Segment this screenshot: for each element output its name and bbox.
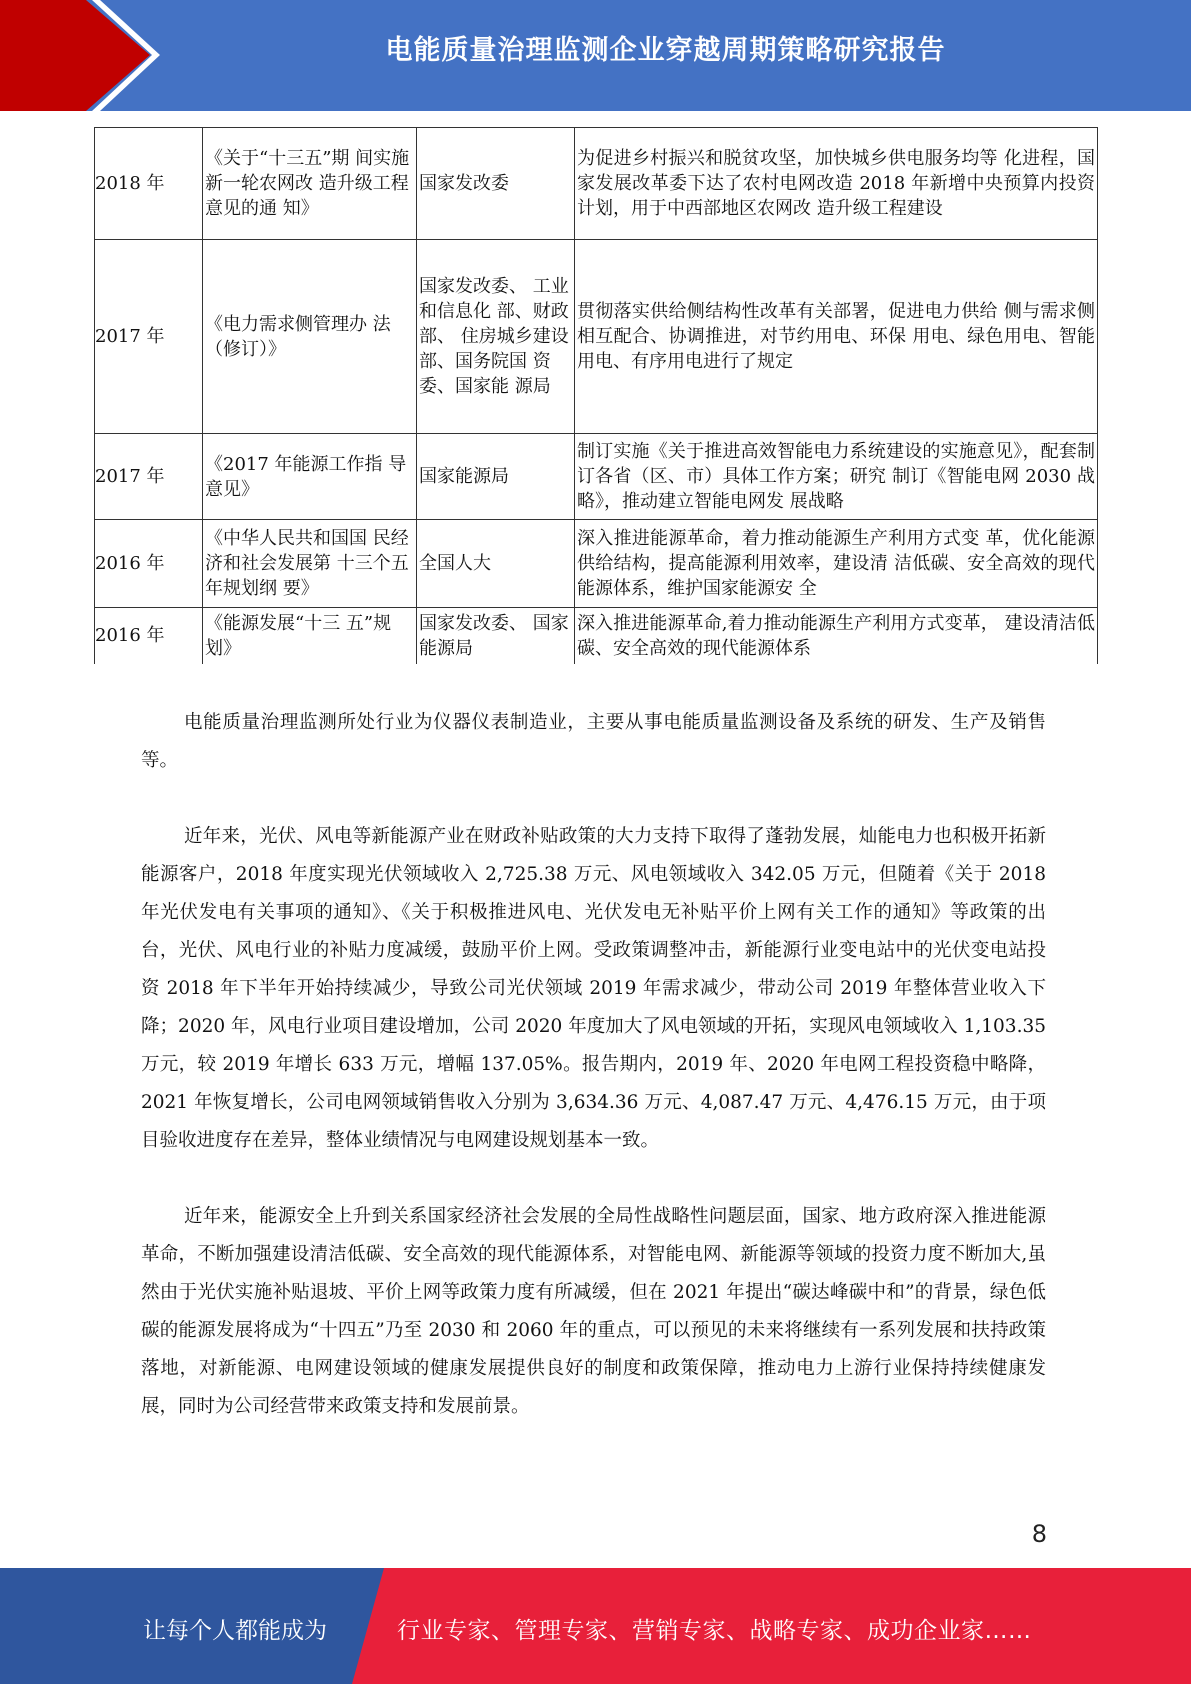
- description-cell: 深入推进能源革命，着力推动能源生产利用方式变 革，优化能源供给结构，提高能源利用效率，建设清 洁低碳、安全高效的现代能源体系，维护国家能源安 全: [575, 520, 1098, 608]
- policy-name-cell: 《能源发展“十三 五”规划》: [203, 608, 417, 664]
- table-row: [95, 608, 1098, 664]
- page-header: [0, 0, 1191, 111]
- paragraph: 近年来，光伏、风电等新能源产业在财政补贴政策的大力支持下取得了蓬勃发展，灿能电力也积极开拓新能源客户，2018 年度实现光伏领域收入 2,725.38 万元、风电领域收入 342.05 万元，但随着《关于 2018 年光伏发电有关事项的通知》、《关于积极推进风电、光伏发电无补贴平价上网有关工作的通知》等政策的出台，光伏、风电行业的补贴力度减缓，鼓励平价上网。受政策调整冲击，新能源行业变电站中的光伏变电站投资 2018 年下半年开始持续减少，导致公司光伏领域 2019 年需求减少，带动公司 2019 年整体营业收入下降；2020 年，风电行业项目建设增加，公司 2020 年度加大了风电领域的开拓，实现风电领域收入 1,103.35 万元，较 2019 年增长 633 万元，增幅 137.05%。报告期内，2019 年、2020 年电网工程投资稳中略降，2021 年恢复增长，公司电网领域销售收入分别为 3,634.36 万元、4,087.47 万元、4,476.15 万元，由于项目验收进度存在差异，整体业绩情况与电网建设规划基本一致。: [141, 826, 1046, 1151]
- department-cell: 国家发改委、 国家能源局: [417, 608, 575, 664]
- policy-name-cell: 《中华人民共和国国 民经济和社会发展第 十三个五年规划纲 要》: [203, 520, 417, 608]
- description-cell: 制订实施《关于推进高效智能电力系统建设的实施意见》，配套制订各省（区、市）具体工作方案；研究 制订《智能电网 2030 战略》，推动建立智能电网发 展战略: [575, 434, 1098, 520]
- table-row: [95, 240, 1098, 434]
- policy-table: [94, 127, 1098, 664]
- page-number: 8: [1031, 1520, 1047, 1548]
- description-cell: 为促进乡村振兴和脱贫攻坚，加快城乡供电服务均等 化进程，国家发展改革委下达了农村电网改造 2018 年新增中央预算内投资计划，用于中西部地区农网改 造升级工程建设: [575, 128, 1098, 240]
- department-cell: 国家发改委、 工业和信息化 部、财政部、 住房城乡建设 部、国务院国 资委、国家能 源局: [417, 240, 575, 434]
- table-row: [95, 434, 1098, 520]
- year-cell: 2018 年: [95, 128, 203, 240]
- body-text: [141, 704, 1046, 1464]
- paragraph: 近年来，能源安全上升到关系国家经济社会发展的全局性战略性问题层面，国家、地方政府深入推进能源革命，不断加强建设清洁低碳、安全高效的现代能源体系，对智能电网、新能源等领域的投资力度不断加大,虽然由于光伏实施补贴退坡、平价上网等政策力度有所减缓，但在 2021 年提出“碳达峰碳中和”的背景，绿色低碳的能源发展将成为“十四五”乃至 2030 和 2060 年的重点，可以预见的未来将继续有一系列发展和扶持政策落地，对新能源、电网建设领域的健康发展提供良好的制度和政策保障，推动电力上游行业保持持续健康发展，同时为公司经营带来政策支持和发展前景。: [141, 1206, 1046, 1417]
- table-row: [95, 128, 1098, 240]
- policy-name-cell: 《2017 年能源工作指 导意见》: [203, 434, 417, 520]
- year-cell: 2016 年: [95, 520, 203, 608]
- policy-name-cell: 《电力需求侧管理办 法（修订）》: [203, 240, 417, 434]
- header-red-chevron: [0, 0, 150, 111]
- department-cell: 国家发改委: [417, 128, 575, 240]
- department-cell: 全国人大: [417, 520, 575, 608]
- paragraph: 电能质量治理监测所处行业为仪器仪表制造业，主要从事电能质量监测设备及系统的研发、生产及销售等。: [141, 712, 1046, 771]
- year-cell: 2017 年: [95, 434, 203, 520]
- year-cell: 2017 年: [95, 240, 203, 434]
- table-row: [95, 520, 1098, 608]
- footer-slogan: 让每个人都能成为: [143, 1618, 327, 1644]
- footer-roles: 行业专家、管理专家、营销专家、战略专家、成功企业家……: [397, 1618, 1032, 1644]
- report-title: 电能质量治理监测企业穿越周期策略研究报告: [385, 35, 946, 66]
- year-cell: 2016 年: [95, 608, 203, 664]
- policy-name-cell: 《关于“十三五”期 间实施新一轮农网改 造升级工程意见的通 知》: [203, 128, 417, 240]
- description-cell: 深入推进能源革命,着力推动能源生产利用方式变革， 建设清洁低碳、安全高效的现代能源体系: [575, 608, 1098, 664]
- description-cell: 贯彻落实供给侧结构性改革有关部署，促进电力供给 侧与需求侧相互配合、协调推进，对节约用电、环保 用电、绿色用电、智能用电、有序用电进行了规定: [575, 240, 1098, 434]
- department-cell: 国家能源局: [417, 434, 575, 520]
